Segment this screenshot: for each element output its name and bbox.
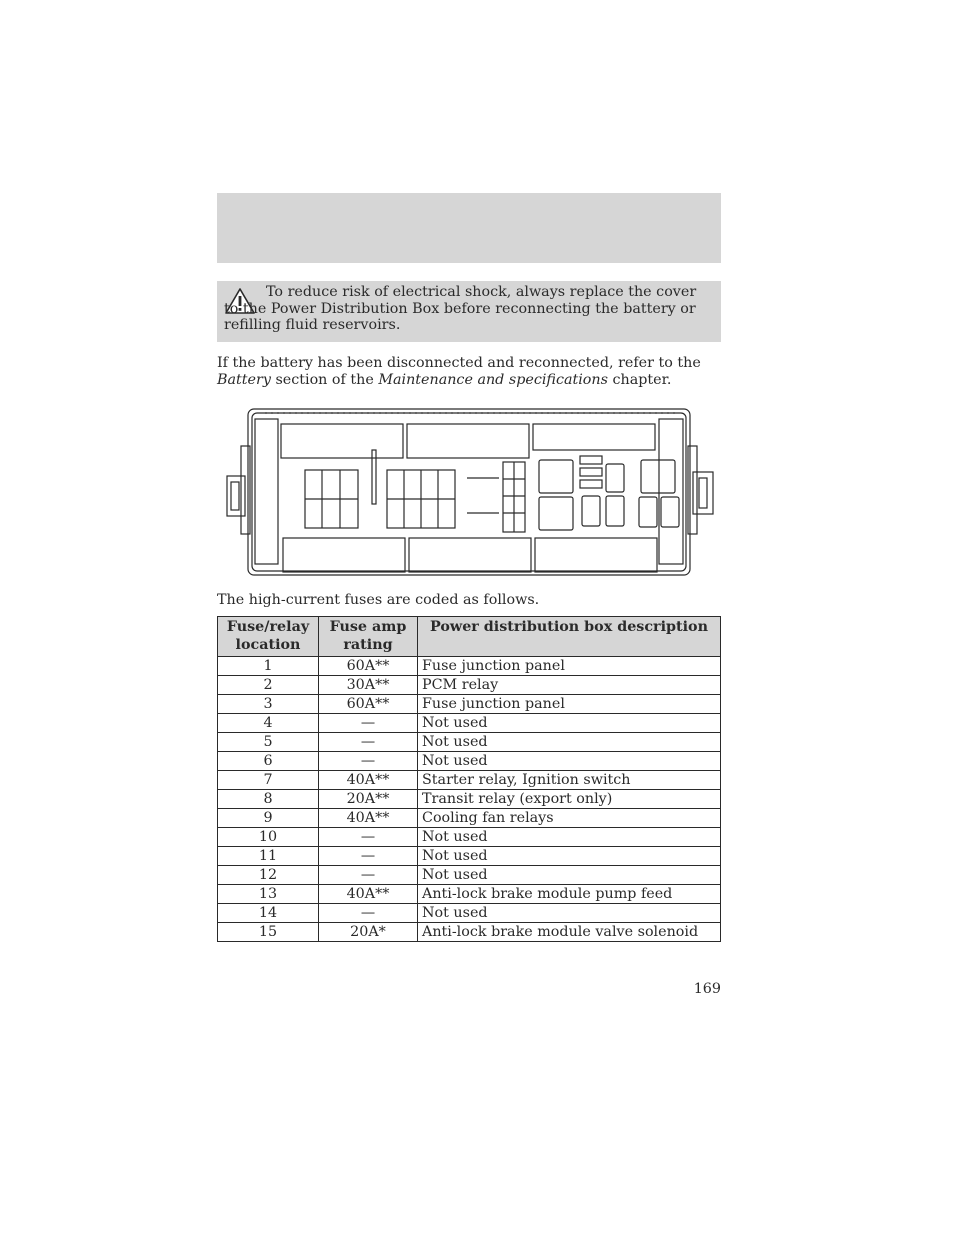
cell-amp-rating: — [319,752,418,771]
cell-amp-rating: — [319,828,418,847]
cell-location: 12 [218,866,319,885]
warning-text: To reduce risk of electrical shock, always replace the cover to the Power Distribution Box before reconnecting the battery or refilling fluid reservoirs. [224,284,697,333]
cell-location: 3 [218,695,319,714]
cell-location: 7 [218,771,319,790]
cell-description: Not used [418,733,721,752]
table-row [218,866,721,885]
cell-amp-rating: 60A** [319,657,418,676]
cell-amp-rating: 30A** [319,676,418,695]
page-number: 169 [693,981,721,997]
cell-description: Fuse junction panel [418,695,721,714]
cell-location: 8 [218,790,319,809]
power-distribution-box-diagram [225,406,718,578]
cell-location: 14 [218,904,319,923]
header-amp-rating: Fuse amp rating [319,617,418,657]
cell-amp-rating: — [319,904,418,923]
cell-location: 11 [218,847,319,866]
intro-paragraph [217,355,721,388]
cell-description: Anti-lock brake module valve solenoid [418,923,721,942]
table-row [218,733,721,752]
cell-description: Anti-lock brake module pump feed [418,885,721,904]
cell-location: 4 [218,714,319,733]
table-row [218,923,721,942]
intro-text-middle: section of the [270,371,379,388]
cell-location: 10 [218,828,319,847]
cell-location: 6 [218,752,319,771]
table-row [218,790,721,809]
cell-description: PCM relay [418,676,721,695]
chapter-header-band [217,193,721,263]
cell-amp-rating: 40A** [319,771,418,790]
table-row [218,752,721,771]
cell-location: 1 [218,657,319,676]
cell-description: Cooling fan relays [418,809,721,828]
cell-description: Not used [418,714,721,733]
table-row [218,885,721,904]
header-location: Fuse/relay location [218,617,319,657]
warning-box [217,281,721,342]
cell-amp-rating: — [319,714,418,733]
table-row [218,847,721,866]
table-row [218,828,721,847]
cell-amp-rating: 40A** [319,809,418,828]
table-header-row [218,617,721,657]
cell-description: Fuse junction panel [418,657,721,676]
chapter-reference: Maintenance and specifications [378,371,608,388]
cell-location: 2 [218,676,319,695]
cell-description: Not used [418,847,721,866]
header-description: Power distribution box description [418,617,721,657]
cell-description: Transit relay (export only) [418,790,721,809]
table-row [218,695,721,714]
cell-amp-rating: 40A** [319,885,418,904]
cell-location: 15 [218,923,319,942]
cell-description: Not used [418,828,721,847]
cell-description: Not used [418,866,721,885]
table-row [218,809,721,828]
table-row [218,657,721,676]
cell-amp-rating: 60A** [319,695,418,714]
table-row [218,904,721,923]
cell-amp-rating: — [319,847,418,866]
cell-amp-rating: — [319,733,418,752]
table-row [218,771,721,790]
fuse-table [217,616,721,942]
intro-text-end: chapter. [607,371,672,388]
cell-location: 9 [218,809,319,828]
cell-amp-rating: — [319,866,418,885]
intro-text-start: If the battery has been disconnected and reconnected, refer to the [217,355,701,371]
cell-amp-rating: 20A* [319,923,418,942]
cell-location: 5 [218,733,319,752]
cell-amp-rating: 20A** [319,790,418,809]
battery-reference: Battery [217,371,271,388]
table-caption: The high-current fuses are coded as follows. [217,592,540,608]
cell-description: Not used [418,752,721,771]
table-row [218,714,721,733]
cell-description: Not used [418,904,721,923]
table-row [218,676,721,695]
cell-description: Starter relay, Ignition switch [418,771,721,790]
cell-location: 13 [218,885,319,904]
